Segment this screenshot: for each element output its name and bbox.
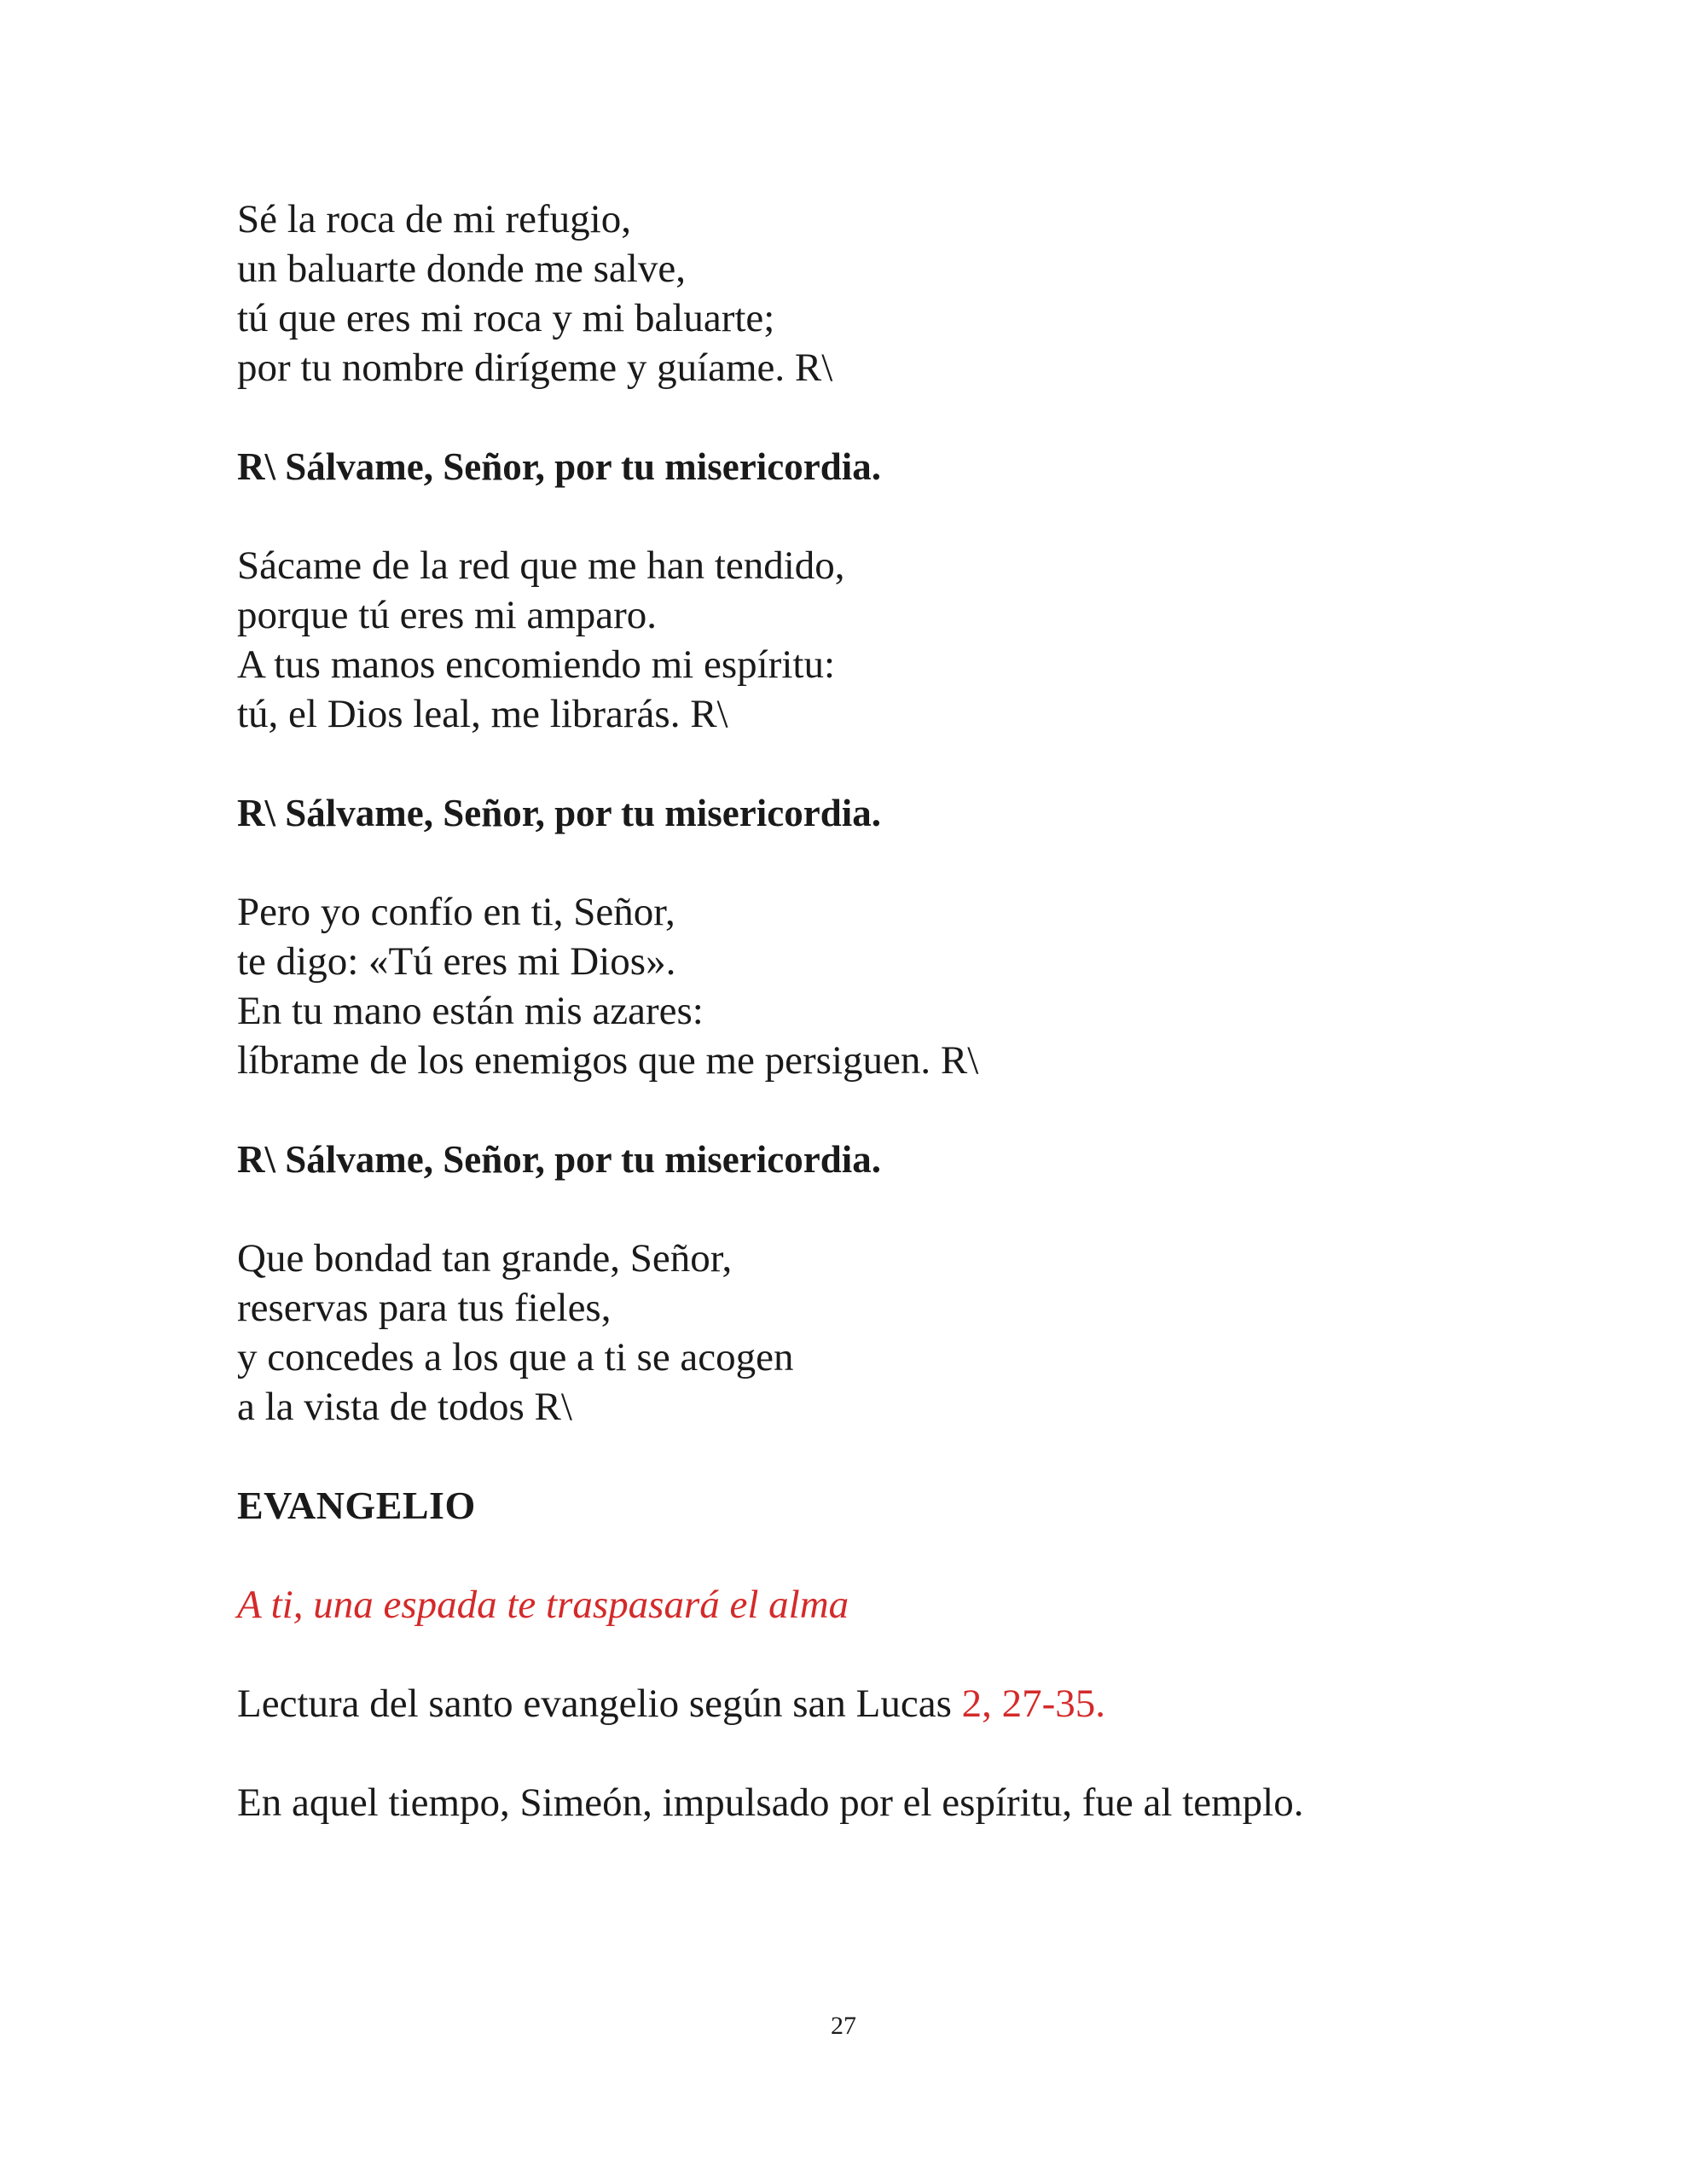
stanza-line: En tu mano están mis azares: [237, 989, 704, 1033]
page-number: 27 [831, 2012, 856, 2040]
document-page [237, 195, 1516, 1827]
stanza-line: Sé la roca de mi refugio, [237, 197, 631, 241]
stanza-line: porque tú eres mi amparo. [237, 593, 658, 637]
stanza-line: un baluarte donde me salve, [237, 247, 686, 291]
stanza-line: Que bondad tan grande, Señor, [237, 1236, 733, 1281]
psalm-response-2: R\ Sálvame, Señor, por tu misericordia. [237, 792, 881, 834]
stanza-line: te digo: «Tú eres mi Dios». [237, 939, 676, 984]
reading-reference: 2, 27-35. [961, 1682, 1106, 1726]
stanza-line: a la vista de todos R\ [237, 1385, 572, 1429]
stanza-line: Sácame de la red que me han tendido, [237, 543, 845, 588]
psalm-stanza-2 [237, 541, 1516, 739]
gospel-reading-intro [237, 1679, 1516, 1728]
stanza-line: reservas para tus fieles, [237, 1286, 612, 1330]
psalm-stanza-4 [237, 1234, 1516, 1432]
psalm-response-1: R\ Sálvame, Señor, por tu misericordia. [237, 445, 881, 488]
psalm-stanza-3 [237, 887, 1516, 1085]
stanza-line: por tu nombre dirígeme y guíame. R\ [237, 346, 833, 390]
gospel-first-line: En aquel tiempo, Simeón, impulsado por el espíritu, fue al templo. [237, 1780, 1304, 1825]
gospel-heading: EVANGELIO [237, 1484, 476, 1527]
gospel-subtitle: A ti, una espada te traspasará el alma [237, 1583, 849, 1627]
psalm-stanza-1 [237, 195, 1516, 392]
stanza-line: líbrame de los enemigos que me persiguen. R\ [237, 1038, 979, 1083]
stanza-line: y concedes a los que a ti se acogen [237, 1335, 794, 1380]
stanza-line: A tus manos encomiendo mi espíritu: [237, 642, 836, 687]
reading-intro-text: Lectura del santo evangelio según san Lucas [237, 1682, 952, 1726]
stanza-line: Pero yo confío en ti, Señor, [237, 890, 675, 934]
stanza-line: tú, el Dios leal, me librarás. R\ [237, 692, 728, 736]
stanza-line: tú que eres mi roca y mi baluarte; [237, 296, 775, 340]
psalm-response-3: R\ Sálvame, Señor, por tu misericordia. [237, 1138, 881, 1181]
